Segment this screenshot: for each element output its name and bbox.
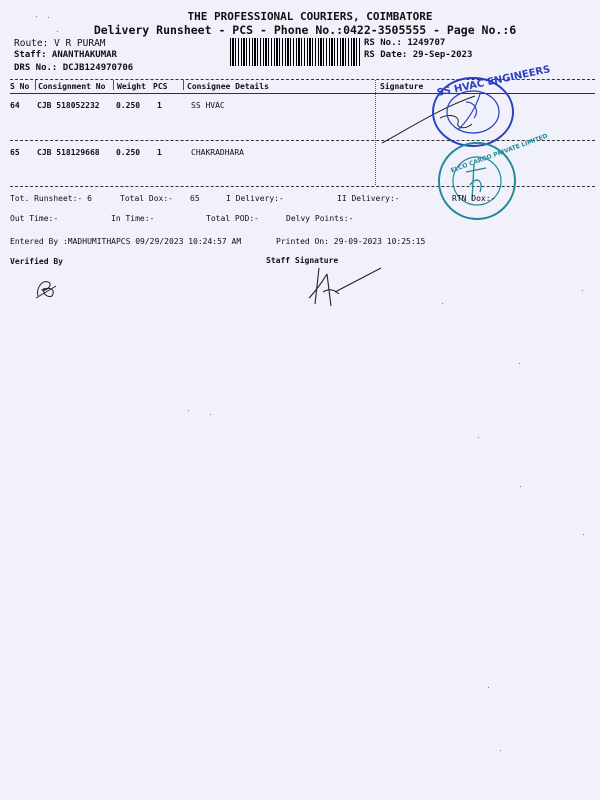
col-header-pcs: PCS <box>153 82 168 91</box>
scan-speck <box>442 303 443 304</box>
delivery-points: Delvy Points:- <box>286 214 354 223</box>
staff-signature-label: Staff Signature <box>266 256 339 265</box>
entered-by: Entered By :MADHUMITHAPCS 09/29/2023 10:24:57 AM <box>10 237 242 246</box>
row-64-sno: 64 <box>10 101 20 110</box>
row-65-consignment: CJB 518129668 <box>37 148 100 157</box>
out-time: Out Time:- <box>10 214 59 223</box>
row-65-pcs: 1 <box>157 148 162 157</box>
col-header-sno: S No <box>10 82 30 91</box>
elco-cargo-stamp-text: ELCO CARGO PRIVATE LIMITED <box>449 132 549 175</box>
scan-speck <box>488 687 489 688</box>
row-65-weight: 0.250 <box>116 148 141 157</box>
scan-speck <box>57 31 58 32</box>
route-label: Route: V R PURAM <box>14 38 106 49</box>
col-header-consignment: Consignment No <box>38 82 106 91</box>
scan-speck <box>583 534 584 535</box>
row-64-pcs: 1 <box>157 101 162 110</box>
drs-number: DRS No.: DCJB124970706 <box>14 63 134 73</box>
return-dox: RTN Dox:- <box>452 194 496 203</box>
total-dox-label: Total Dox:- <box>120 194 173 203</box>
column-divider <box>183 80 184 90</box>
scan-speck <box>48 17 49 18</box>
col-header-weight: Weight <box>117 82 146 91</box>
scan-speck <box>210 414 211 415</box>
col-header-signature: Signature <box>380 82 424 91</box>
second-delivery: II Delivery:- <box>337 194 400 203</box>
scan-speck <box>582 290 583 291</box>
row-64-consignment: CJB 518052232 <box>37 101 100 110</box>
column-divider <box>35 80 36 90</box>
scan-speck <box>519 363 520 364</box>
rs-number: RS No.: 1249707 <box>364 38 446 48</box>
in-time: In Time:- <box>111 214 155 223</box>
signature-column-divider <box>375 80 376 185</box>
rs-date: RS Date: 29-Sep-2023 <box>364 50 473 60</box>
ss-hvac-stamp-text: SS HVAC ENGINEERS <box>436 64 552 99</box>
staff-label: Staff: ANANTHAKUMAR <box>14 50 117 60</box>
row-65-sno: 65 <box>10 148 20 157</box>
col-header-consignee: Consignee Details <box>187 82 269 91</box>
scan-speck <box>188 410 189 411</box>
scan-speck <box>478 437 479 438</box>
verifier-signature <box>32 276 62 300</box>
total-pod: Total POD:- <box>206 214 259 223</box>
row-65-consignee: CHAKRADHARA <box>191 148 244 157</box>
staff-signature <box>305 264 390 309</box>
row-64-weight: 0.250 <box>116 101 141 110</box>
barcode <box>230 38 362 66</box>
scan-speck <box>500 750 501 751</box>
printed-on: Printed On: 29-09-2023 10:25:15 <box>276 237 426 246</box>
total-dox-value: 65 <box>190 194 200 203</box>
company-name: THE PROFESSIONAL COURIERS, COIMBATORE <box>187 10 433 23</box>
verified-by-label: Verified By <box>10 257 63 266</box>
scan-speck <box>36 16 37 17</box>
total-runsheet: Tot. Runsheet:- 6 <box>10 194 92 203</box>
first-delivery: I Delivery:- <box>226 194 284 203</box>
row-64-consignee: SS HVAC <box>191 101 225 110</box>
scan-speck <box>520 486 521 487</box>
column-divider <box>113 80 114 90</box>
runsheet-title: Delivery Runsheet - PCS - Phone No.:0422-3505555 - Page No.:6 <box>93 23 517 37</box>
